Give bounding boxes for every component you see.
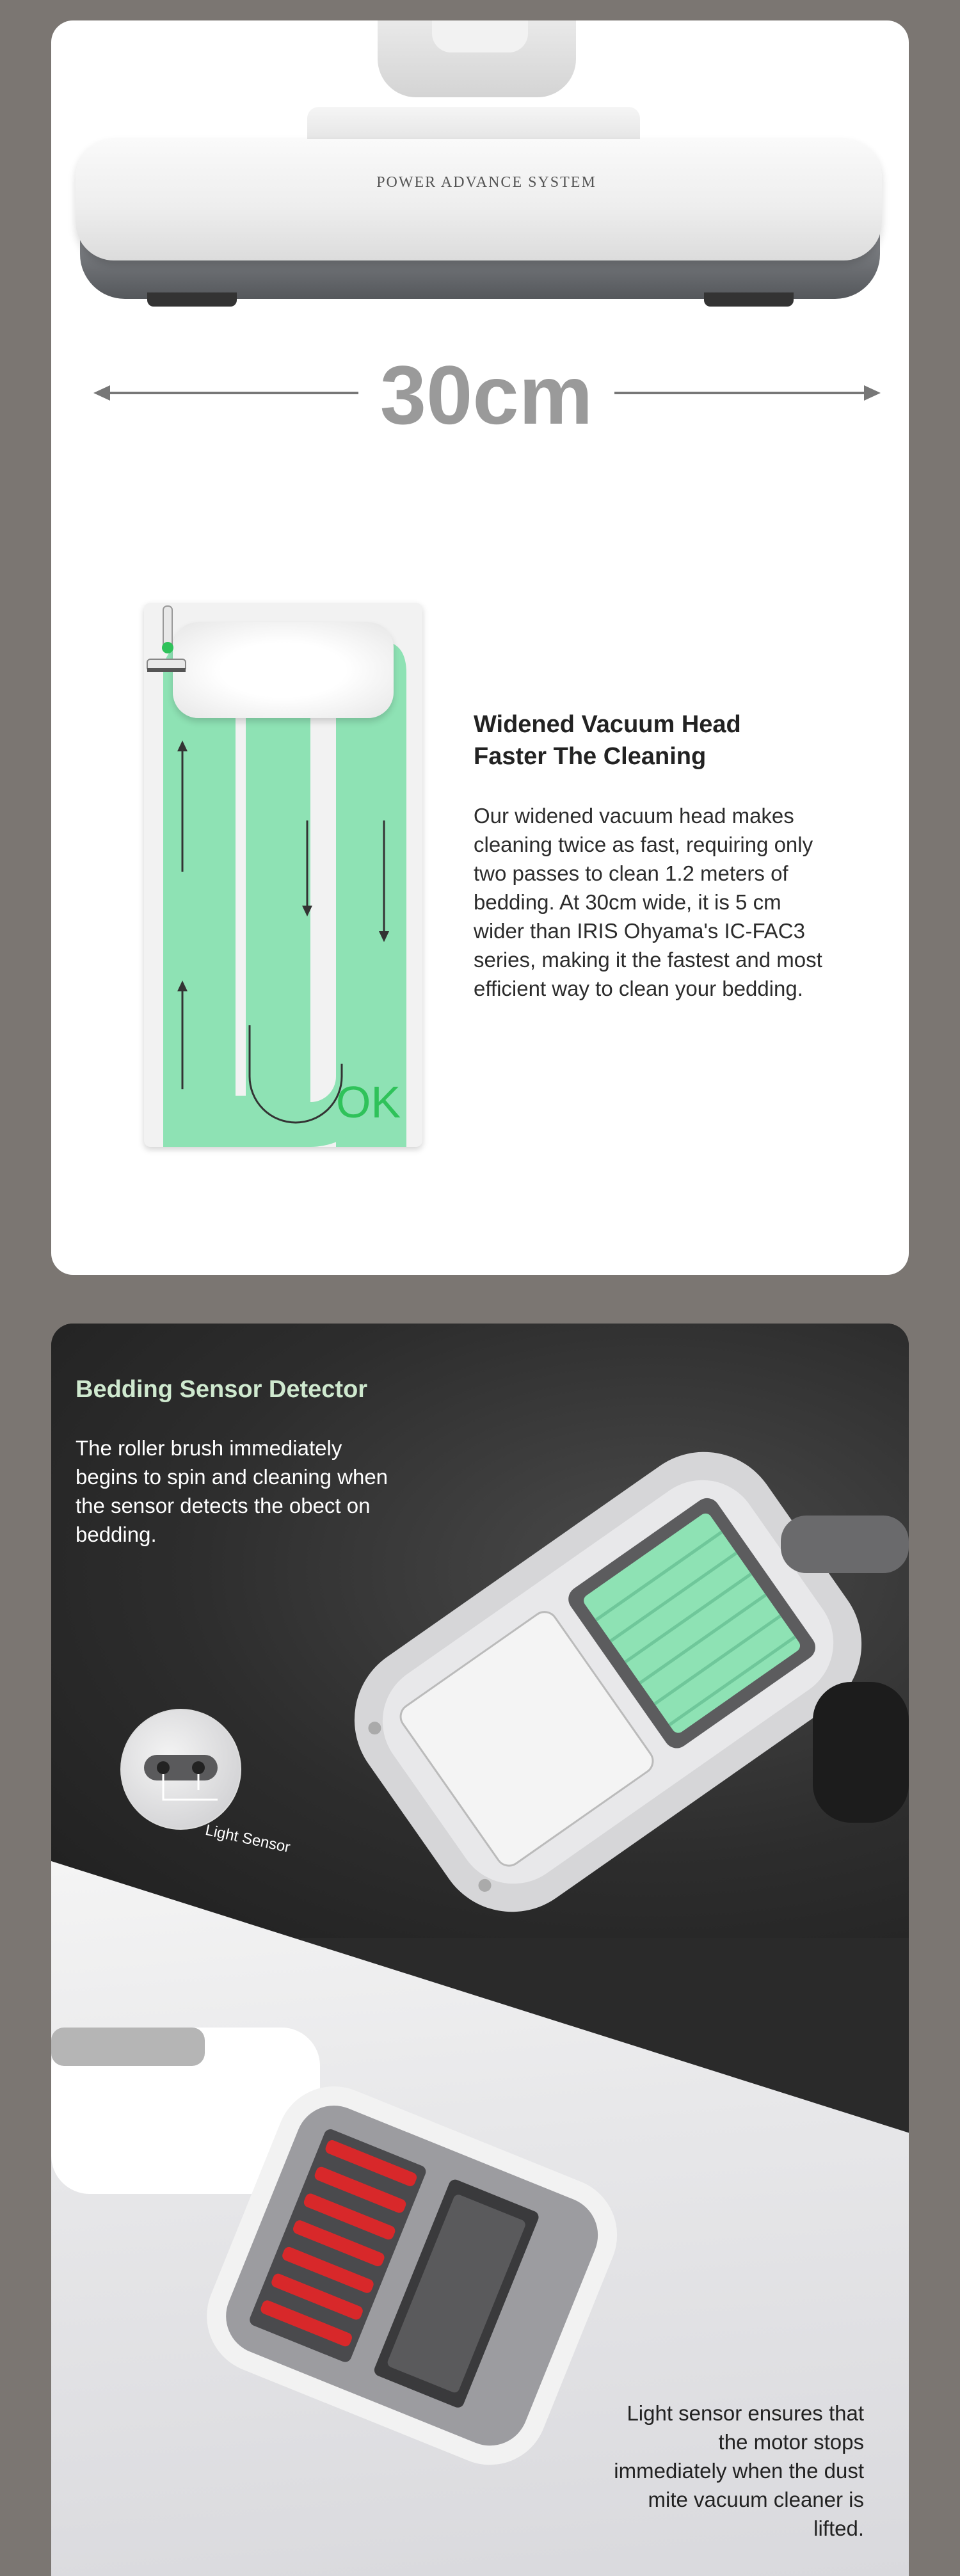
- section-body: The roller brush immediately begins to spin and cleaning when the sensor detects the obect on bedding.: [76, 1436, 388, 1546]
- vacuum-neck-joint: [432, 20, 528, 52]
- sensor-detector-card: [51, 1324, 909, 2576]
- vacuum-body-upper: [813, 1682, 909, 1823]
- heading-line-1: Widened Vacuum Head: [474, 711, 741, 738]
- section-heading: [474, 708, 832, 772]
- widened-head-text: [474, 708, 832, 1003]
- width-dimension: 30cm: [380, 348, 593, 442]
- vacuum-foot: [704, 292, 794, 307]
- ok-label: OK: [336, 1077, 401, 1127]
- bed-illustration: [144, 603, 422, 1147]
- light-sensor-icon: [122, 1710, 240, 1828]
- vacuum-head-underside-upper: [324, 1422, 892, 1942]
- vacuum-foot: [147, 292, 237, 307]
- section-body: Our widened vacuum head makes cleaning twice as fast, requiring only two passes to clean 1.2 meters of bedding. At 30cm wide, it is 5 cm wider than IRIS Ohyama's IC-FAC3 series, making it the fastest and most efficient way to clean your bedding.: [474, 804, 822, 1000]
- vacuum-handle-upper: [781, 1516, 909, 1573]
- light-sensor-label: Light Sensor: [204, 1821, 292, 1857]
- dimension-line-left: [109, 392, 358, 394]
- lift-stop-caption: Light sensor ensures that the motor stops immediately when the dust mite vacuum cleaner is lifted.: [614, 2401, 864, 2540]
- mini-vacuum-icon: [144, 603, 189, 680]
- arrow-right-icon: [864, 385, 881, 401]
- light-sensor-closeup: [120, 1709, 241, 1830]
- section-heading: Bedding Sensor Detector: [76, 1376, 368, 1403]
- vacuum-head-body: [76, 139, 882, 260]
- product-label: POWER ADVANCE SYSTEM: [376, 174, 596, 191]
- arrow-left-icon: [93, 385, 110, 401]
- heading-line-2: Faster The Cleaning: [474, 743, 707, 770]
- widened-head-card: [51, 20, 909, 1275]
- pillow: [173, 622, 394, 718]
- dimension-line-right: [614, 392, 867, 394]
